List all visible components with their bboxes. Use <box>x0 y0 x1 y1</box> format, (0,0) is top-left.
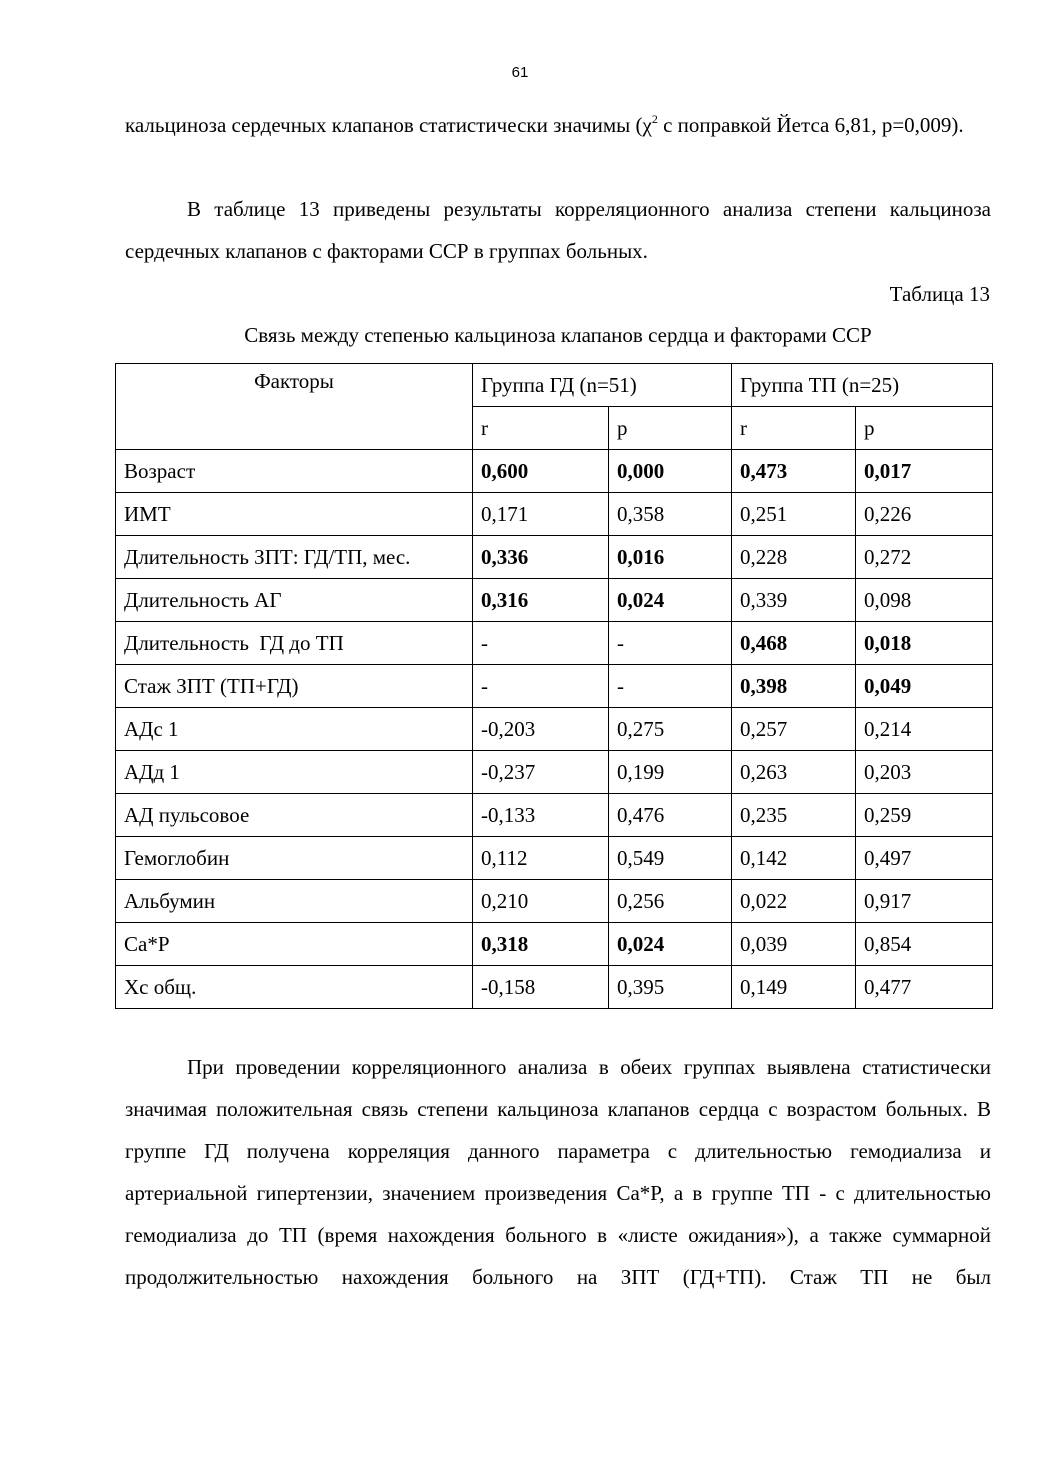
gd-p-cell: 0,256 <box>609 880 732 923</box>
tp-p-cell: 0,477 <box>856 966 993 1009</box>
factor-cell: Длительность ЗПТ: ГД/ТП, мес. <box>116 536 473 579</box>
paragraph-2-text: В таблице 13 приведены результаты корреляционного анализа степени кальциноза сердечных клапанов с факторами ССР в группах больных. <box>125 197 991 263</box>
gd-r-cell: - <box>473 665 609 708</box>
tp-p-cell: 0,018 <box>856 622 993 665</box>
gd-r-cell: 0,336 <box>473 536 609 579</box>
paragraph-1-text-a: кальциноза сердечных клапанов статистически значимы (χ <box>125 113 652 137</box>
factor-cell: Са*Р <box>116 923 473 966</box>
header-gd-p: p <box>609 407 732 450</box>
gd-p-cell: 0,016 <box>609 536 732 579</box>
gd-r-cell: 0,316 <box>473 579 609 622</box>
header-tp-p: p <box>856 407 993 450</box>
tp-p-cell: 0,272 <box>856 536 993 579</box>
tp-r-cell: 0,339 <box>732 579 856 622</box>
tp-p-cell: 0,497 <box>856 837 993 880</box>
table-row <box>116 450 993 493</box>
tp-r-cell: 0,473 <box>732 450 856 493</box>
gd-p-cell: 0,199 <box>609 751 732 794</box>
paragraph-3-text: При проведении корреляционного анализа в обеих группах выявлена статистически значимая положительная связь степени кальциноза клапанов сердца с возрастом больных. В группе ГД получена корреляция данного параметра с длительностью гемодиализа и артериальной гипертензии, значением произведения Са*Р, а в группе ТП - с длительностью гемодиализа до ТП (время нахождения больного в «листе ожидания»), а также суммарной продолжительностью нахождения больного на ЗПТ (ГД+ТП). Стаж ТП не был <box>125 1055 991 1289</box>
header-tp-r: r <box>732 407 856 450</box>
gd-p-cell: 0,549 <box>609 837 732 880</box>
factor-cell: Возраст <box>116 450 473 493</box>
gd-r-cell: -0,203 <box>473 708 609 751</box>
tp-r-cell: 0,142 <box>732 837 856 880</box>
gd-p-cell: 0,358 <box>609 493 732 536</box>
table-row <box>116 493 993 536</box>
tp-p-cell: 0,214 <box>856 708 993 751</box>
table-row <box>116 622 993 665</box>
correlation-table <box>115 363 993 1009</box>
header-group-tp: Группа ТП (n=25) <box>732 364 993 407</box>
gd-p-cell: - <box>609 622 732 665</box>
gd-p-cell: - <box>609 665 732 708</box>
gd-r-cell: -0,158 <box>473 966 609 1009</box>
header-group-gd: Группа ГД (n=51) <box>473 364 732 407</box>
tp-r-cell: 0,468 <box>732 622 856 665</box>
table-row <box>116 536 993 579</box>
paragraph-3 <box>125 1046 991 1382</box>
gd-r-cell: - <box>473 622 609 665</box>
table-row <box>116 579 993 622</box>
factor-cell: Длительность ГД до ТП <box>116 622 473 665</box>
factor-cell: Хс общ. <box>116 966 473 1009</box>
tp-p-cell: 0,203 <box>856 751 993 794</box>
tp-p-cell: 0,098 <box>856 579 993 622</box>
factor-cell: Стаж ЗПТ (ТП+ГД) <box>116 665 473 708</box>
factor-cell: Гемоглобин <box>116 837 473 880</box>
factor-cell: ИМТ <box>116 493 473 536</box>
tp-p-cell: 0,259 <box>856 794 993 837</box>
table-caption: Связь между степенью кальциноза клапанов сердца и факторами ССР <box>244 323 872 347</box>
table-row <box>116 751 993 794</box>
tp-r-cell: 0,235 <box>732 794 856 837</box>
table-row <box>116 837 993 880</box>
gd-r-cell: 0,171 <box>473 493 609 536</box>
table-row <box>116 708 993 751</box>
tp-r-cell: 0,257 <box>732 708 856 751</box>
table-label: Таблица 13 <box>889 282 990 306</box>
gd-r-cell: 0,318 <box>473 923 609 966</box>
factor-cell: АД пульсовое <box>116 794 473 837</box>
gd-r-cell: 0,210 <box>473 880 609 923</box>
gd-r-cell: -0,133 <box>473 794 609 837</box>
header-gd-r: r <box>473 407 609 450</box>
paragraph-1-text-b: с поправкой Йетса 6,81, p=0,009). <box>657 113 964 137</box>
table-row <box>116 880 993 923</box>
gd-r-cell: 0,600 <box>473 450 609 493</box>
tp-p-cell: 0,017 <box>856 450 993 493</box>
tp-r-cell: 0,022 <box>732 880 856 923</box>
factor-cell: Длительность АГ <box>116 579 473 622</box>
tp-r-cell: 0,228 <box>732 536 856 579</box>
gd-p-cell: 0,024 <box>609 579 732 622</box>
table-row <box>116 923 993 966</box>
table-row <box>116 966 993 1009</box>
factor-cell: АДд 1 <box>116 751 473 794</box>
table-row <box>116 794 993 837</box>
tp-p-cell: 0,917 <box>856 880 993 923</box>
gd-p-cell: 0,000 <box>609 450 732 493</box>
tp-r-cell: 0,251 <box>732 493 856 536</box>
gd-p-cell: 0,395 <box>609 966 732 1009</box>
gd-p-cell: 0,275 <box>609 708 732 751</box>
header-factors: Факторы <box>116 364 473 450</box>
page-number: 61 <box>511 64 529 81</box>
tp-r-cell: 0,263 <box>732 751 856 794</box>
factor-cell: АДс 1 <box>116 708 473 751</box>
tp-p-cell: 0,226 <box>856 493 993 536</box>
table-row <box>116 665 993 708</box>
gd-p-cell: 0,476 <box>609 794 732 837</box>
chi-square-superscript: 2 <box>651 112 658 126</box>
tp-r-cell: 0,149 <box>732 966 856 1009</box>
tp-p-cell: 0,854 <box>856 923 993 966</box>
tp-p-cell: 0,049 <box>856 665 993 708</box>
gd-r-cell: 0,112 <box>473 837 609 880</box>
gd-p-cell: 0,024 <box>609 923 732 966</box>
paragraph-2 <box>125 188 991 272</box>
tp-r-cell: 0,039 <box>732 923 856 966</box>
factor-cell: Альбумин <box>116 880 473 923</box>
gd-r-cell: -0,237 <box>473 751 609 794</box>
table-header-row <box>116 364 993 407</box>
tp-r-cell: 0,398 <box>732 665 856 708</box>
paragraph-1 <box>125 104 991 146</box>
